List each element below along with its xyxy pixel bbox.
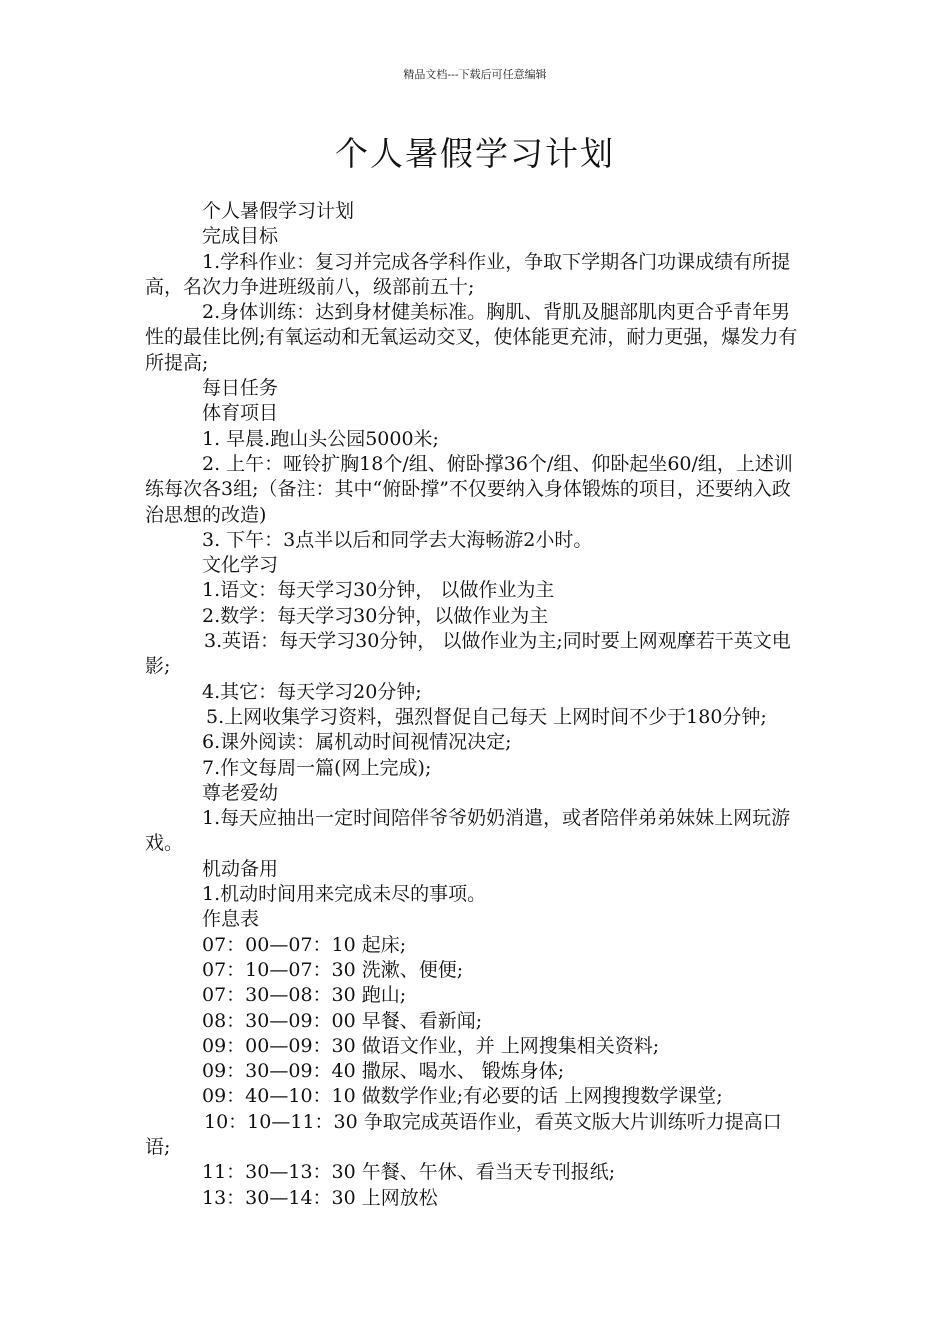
- schedule-line: 09：30—09：40 撒尿、喝水、 锻炼身体;: [202, 1060, 565, 1083]
- section-heading: 每日任务: [202, 377, 279, 400]
- schedule-line: 10：10—11：30 争取完成英语作业，看英文版大片训练听力提高口语;: [145, 1110, 782, 1158]
- schedule-line: 13：30—14：30 上网放松: [202, 1186, 438, 1209]
- paragraph: 1. 早晨.跑山头公园5000米;: [202, 427, 439, 450]
- schedule-line: 09：00—09：30 做语文作业，并 上网搜集相关资料;: [202, 1034, 660, 1057]
- paragraph: 1.学科作业：复习并完成各学科作业，争取下学期各门功课成绩有所提高，名次力争进班级前八，级部前五十;: [145, 250, 791, 298]
- page-header: 精品文档---下载后可任意编辑: [403, 68, 547, 81]
- paragraph: 2.身体训练：达到身材健美标准。胸肌、背肌及腿部肌肉更合乎青年男性的最佳比例;有氧运动和无氧运动交叉，使体能更充沛，耐力更强，爆发力有所提高;: [145, 301, 798, 374]
- document-title: 个人暑假学习计划: [335, 134, 615, 173]
- section-heading: 尊老爱幼: [202, 781, 279, 804]
- paragraph: 6.课外阅读：属机动时间视情况决定;: [202, 731, 512, 754]
- section-heading: 完成目标: [202, 225, 279, 248]
- schedule-line: 07：00—07：10 起床;: [202, 933, 407, 956]
- paragraph: 7.作文每周一篇(网上完成);: [202, 756, 432, 779]
- subtitle-line: 个人暑假学习计划: [202, 200, 355, 222]
- section-heading: 机动备用: [202, 857, 279, 880]
- document-body: [145, 199, 807, 1211]
- paragraph: 2.数学：每天学习30分钟，以做作业为主: [202, 604, 549, 627]
- schedule-line: 09：40—10：10 做数学作业;有必要的话 上网搜搜数学课堂;: [202, 1085, 723, 1108]
- paragraph: 3. 下午：3点半以后和同学去大海畅游2小时。: [202, 528, 593, 551]
- paragraph: 2. 上午：哑铃扩胸18个/组、俯卧撑36个/组、仰卧起坐60/组，上述训练每次各3组;（备注：其中“俯卧撑”不仅要纳入身体锻炼的项目，还要纳入政治思想的改造): [145, 452, 793, 526]
- section-heading: 作息表: [202, 908, 260, 931]
- section-heading: 体育项目: [202, 402, 279, 425]
- schedule-line: 07：30—08：30 跑山;: [202, 984, 407, 1007]
- section-heading: 文化学习: [202, 554, 279, 577]
- schedule-line: 07：10—07：30 洗漱、便便;: [202, 958, 464, 981]
- paragraph: 1.语文：每天学习30分钟， 以做作业为主: [202, 579, 555, 602]
- paragraph: 5.上网收集学习资料，强烈督促自己每天 上网时间不少于180分钟;: [206, 705, 767, 728]
- paragraph: 4.其它：每天学习20分钟;: [202, 680, 422, 703]
- schedule-line: 11：30—13：30 午餐、午休、看当天专刊报纸;: [202, 1161, 616, 1184]
- paragraph: 1.每天应抽出一定时间陪伴爷爷奶奶消遣，或者陪伴弟弟妹妹上网玩游戏。: [145, 807, 791, 855]
- paragraph: 3.英语：每天学习30分钟， 以做作业为主;同时要上网观摩若干英文电影;: [145, 630, 791, 678]
- schedule-line: 08：30—09：00 早餐、看新闻;: [202, 1009, 483, 1032]
- paragraph: 1.机动时间用来完成未尽的事项。: [202, 883, 487, 906]
